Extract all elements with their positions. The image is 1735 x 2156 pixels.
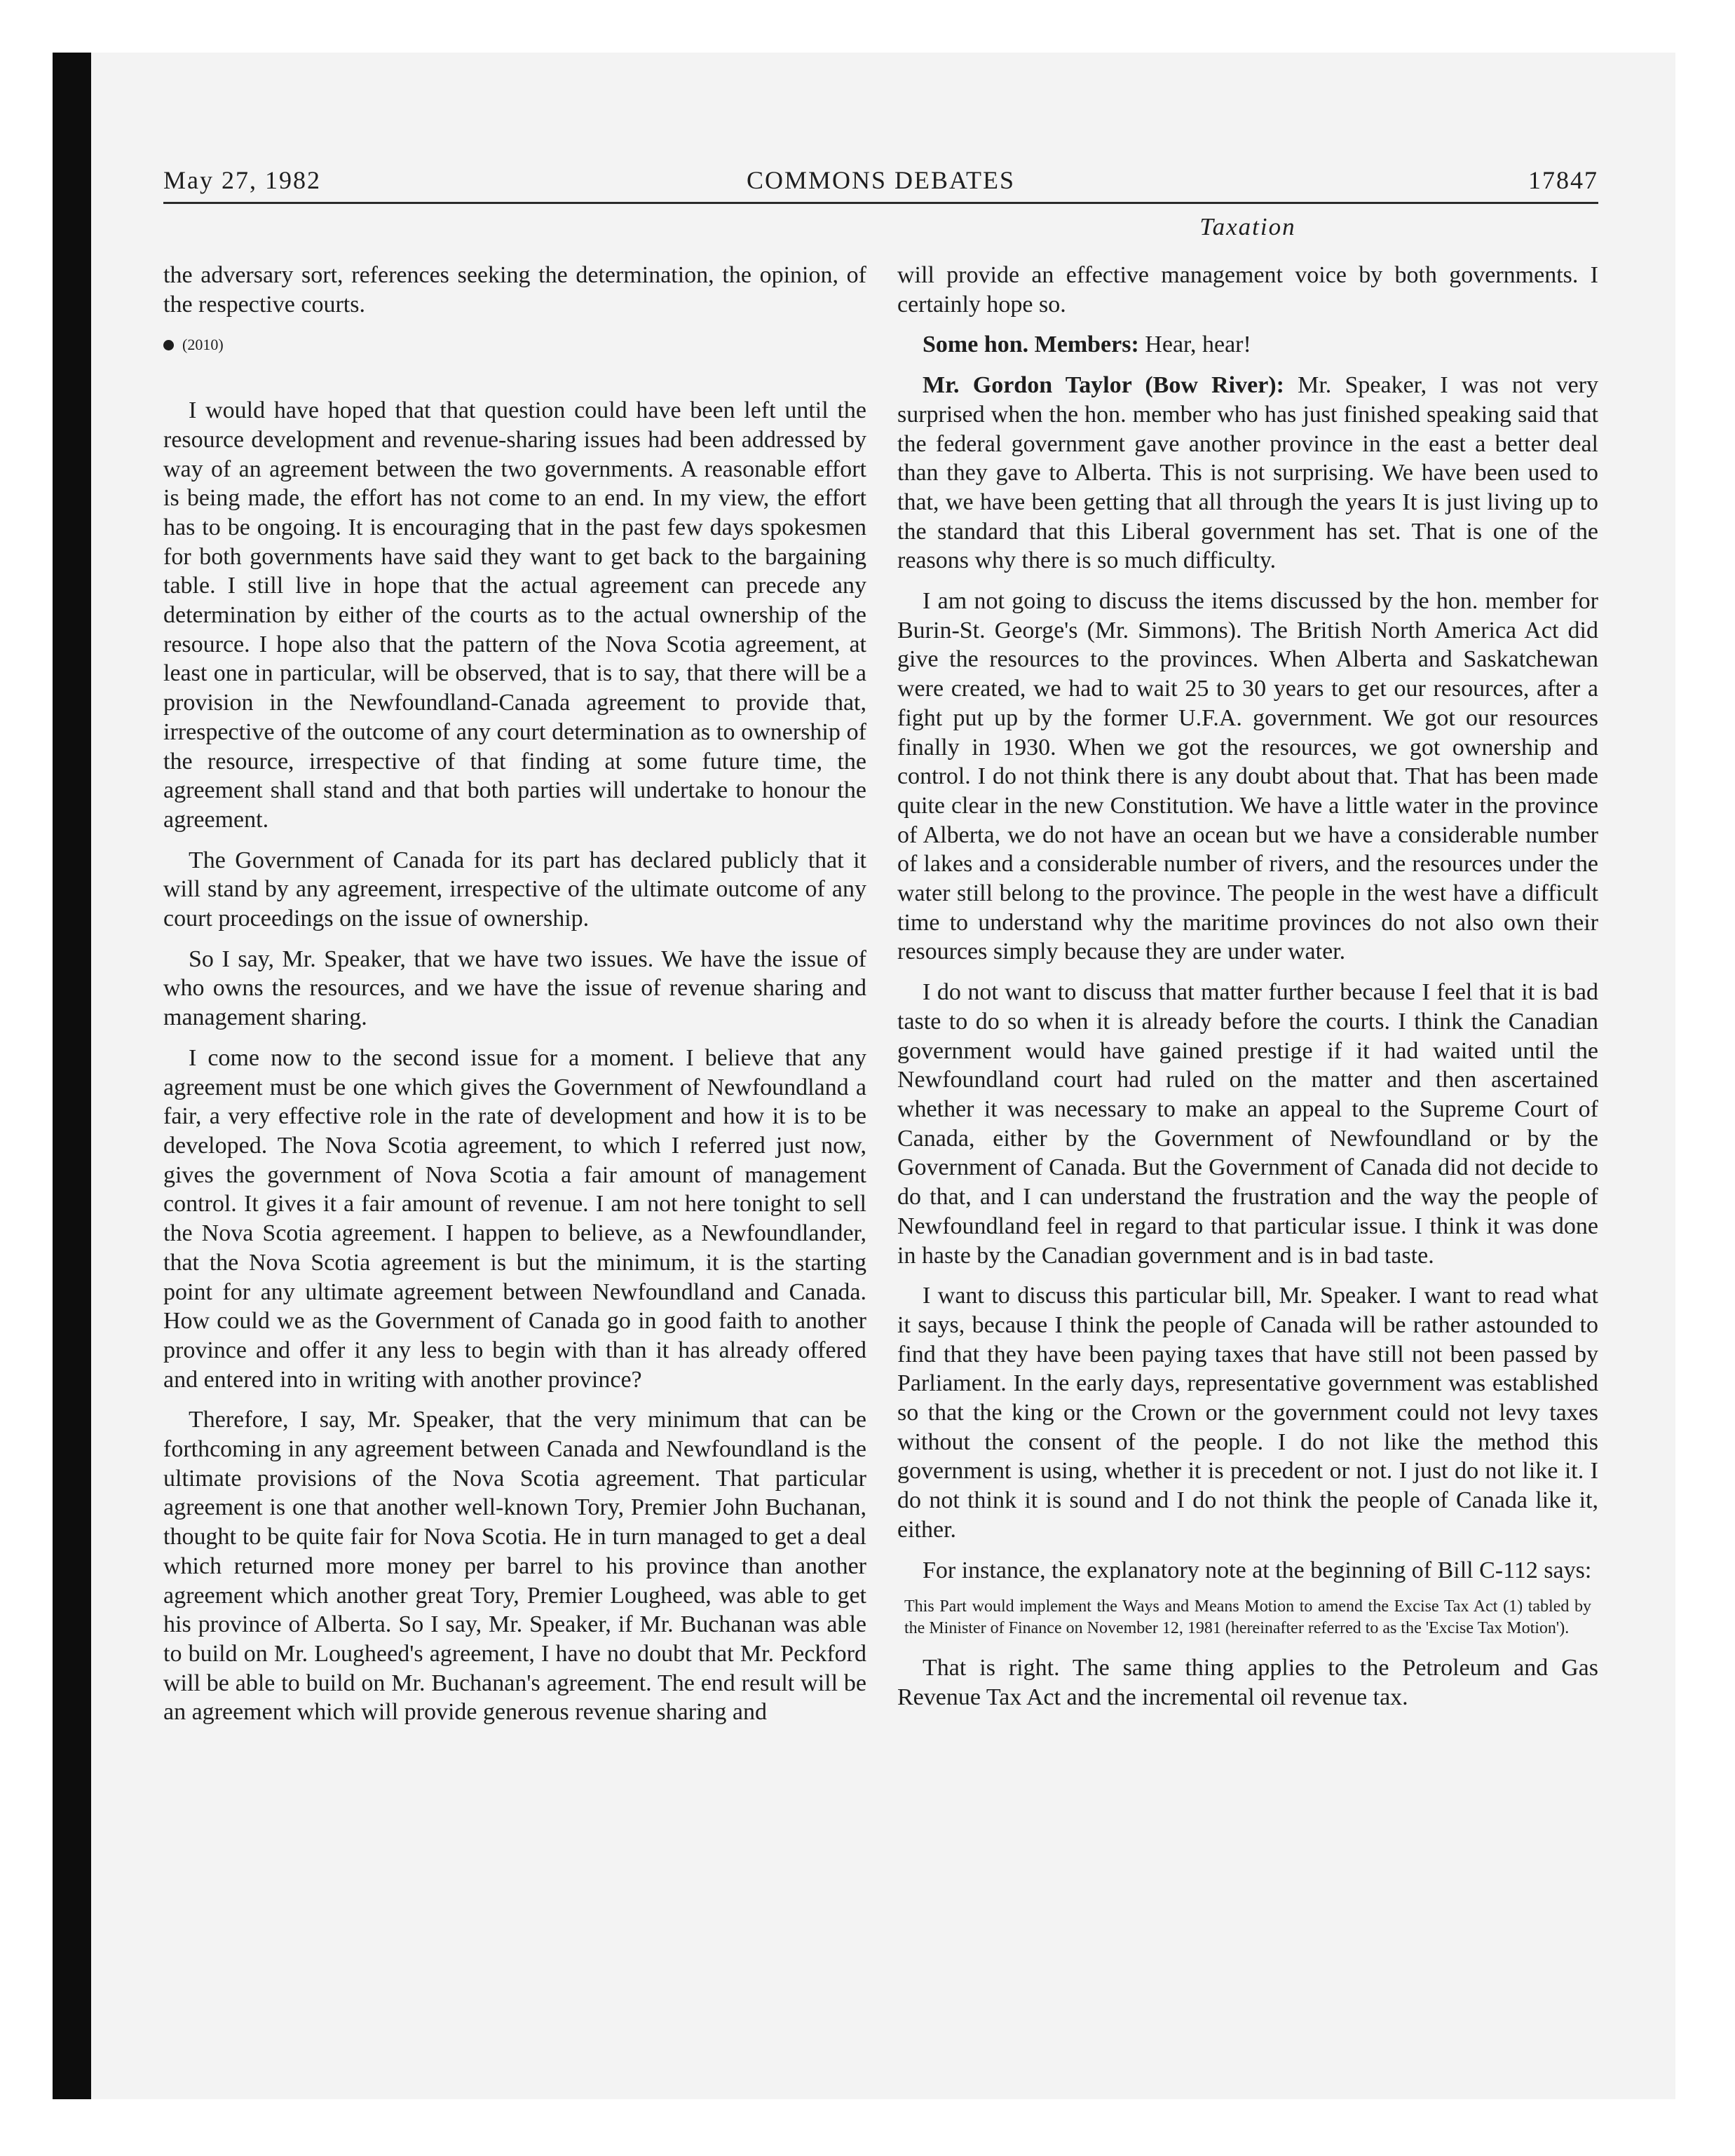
- time-marker-label: (2010): [182, 336, 224, 354]
- paragraph: the adversary sort, references seeking the determination, the opinion, of the respective courts.: [163, 262, 866, 318]
- paragraph: I come now to the second issue for a moment. I believe that any agreement must be one which gives the Government of Newfoundland a fair, a very effective role in the rate of development and how it is to be developed. The Nova Scotia agreement, to which I referred just now, gives the government of Nova Scotia a fair amount of management control. It gives it a fair amount of revenue. I am not here tonight to sell the Nova Scotia agreement. I happen to believe, as a Newfoundlander, that the Nova Scotia agreement is but the minimum, it is the starting point for any ultimate agreement between Newfoundland and Canada. How could we as the Government of Canada go in good faith to another province and offer it any less to begin with than it has already offered and entered into in writing with another province?: [163, 1044, 866, 1393]
- paragraph: For instance, the explanatory note at the beginning of Bill C-112 says:: [923, 1557, 1592, 1583]
- page-header: [163, 160, 1598, 204]
- left-column: [163, 261, 866, 1738]
- block-quote: This Part would implement the Ways and Means Motion to amend the Excise Tax Act (1) tabled by the Minister of Finance on November 12, 1981 (hereinafter referred to as the 'Excise Tax Motion').: [904, 1597, 1591, 1638]
- paragraph: Therefore, I say, Mr. Speaker, that the very minimum that can be forthcoming in any agreement between Canada and Newfoundland is the ultimate provisions of the Nova Scotia agreement. That particular agreement is one that another well-known Tory, Premier John Buchanan, thought to be quite fair for Nova Scotia. He in turn managed to get a deal which returned more money per barrel to his province than another agreement which another great Tory, Premier Lougheed, was able to get his province of Alberta. So I say, Mr. Speaker, if Mr. Buchanan was able to build on Mr. Lougheed's agreement, I have no doubt that Mr. Peckford will be able to build on Mr. Buchanan's agreement. The end result will be an agreement which will provide generous revenue sharing and: [163, 1407, 866, 1726]
- speech-paragraph: [897, 371, 1598, 575]
- header-date: May 27, 1982: [163, 166, 321, 194]
- paragraph: That is right. The same thing applies to the Petroleum and Gas Revenue Tax Act and the incremental oil revenue tax.: [897, 1655, 1598, 1710]
- interjection: [897, 330, 1598, 360]
- time-marker: [163, 330, 866, 360]
- speaker-name: Mr. Gordon Taylor (Bow River):: [923, 372, 1284, 399]
- paragraph: I would have hoped that that question could have been left until the resource development and revenue-sharing issues had been addressed by way of an agreement between the two governments. A reasonable effort is being made, the effort has not come to an end. In my view, the effort has to be ongoing. It is encouraging that in the past few days spokesmen for both governments have said they want to get back to the bargaining table. I still live in hope that the actual agreement can precede any determination by either of the courts as to the actual ownership of the resource. I hope also that the pattern of the Nova Scotia agreement, at least one in particular, will be observed, that is to say, that there will be a provision in the Newfoundland-Canada agreement to provide that, irrespective of the outcome of any court determination as to ownership of the resource, irrespective of that finding at some future time, the agreement shall stand and that both parties will undertake to honour the agreement.: [163, 397, 866, 833]
- paragraph: I am not going to discuss the items discussed by the hon. member for Burin-St. George's (Mr. Simmons). The British North America Act did give the resources to the provinces. When Alberta and Saskatchewan were created, we had to wait 25 to 30 years to get our resources, after a fight put up by the former U.F.A. government. We got our resources finally in 1930. When we got the resources, we got ownership and control. I do not think there is any doubt about that. That has been made quite clear in the new Constitution. We have a little water in the province of Alberta, we do not have an ocean but we have a considerable number of lakes and a considerable number of rivers, and the resources under the water still belong to the province. The people in the west have a difficult time to understand why the maritime provinces do not also own their resources simply because they are under water.: [897, 588, 1598, 965]
- paragraph: I want to discuss this particular bill, Mr. Speaker. I want to read what it says, because I think the people of Canada will be rather astounded to find that they have been paying taxes that have still not been passed by Parliament. In the early days, representative government was established so that the king or the Crown or the government could not levy taxes without the consent of the people. I do not like the method this government is using, whether it is precedent or not. I just do not like it. I do not think it is sound and I do not think the people of Canada like it, either.: [897, 1283, 1598, 1543]
- speech-text: Mr. Speaker, I was not very surprised when the hon. member who has just finished speaking said that the federal government gave another province in the east a better deal than they gave to Alberta. This is not surprising. We have been used to that, we have been getting that all through the years It is just living up to the standard that this Liberal government has set. That is one of the reasons why there is so much difficulty.: [897, 372, 1598, 574]
- right-column: [897, 261, 1598, 1724]
- paragraph: will provide an effective management voice by both governments. I certainly hope so.: [897, 262, 1598, 318]
- header-publication: COMMONS DEBATES: [746, 166, 1016, 194]
- scan-binding-edge: [53, 53, 91, 2099]
- paragraph: I do not want to discuss that matter further because I feel that it is bad taste to do so when it is already before the courts. I think the Canadian government would have gained prestige if it had waited until the Newfoundland court had ruled on the matter and then ascertained whether it was necessary to make an appeal to the Supreme Court of Canada, either by the Government of Newfoundland or by the Government of Canada. But the Government of Canada did not decide to do that, and I can understand the frustration and the way the people of Newfoundland feel in regard to that particular issue. I think it was done in haste by the Canadian government and is in bad taste.: [897, 979, 1598, 1269]
- speaker-name: Some hon. Members:: [923, 332, 1139, 358]
- paragraph: So I say, Mr. Speaker, that we have two issues. We have the issue of who owns the resources, and we have the issue of revenue sharing and management sharing.: [163, 946, 866, 1031]
- section-title: Taxation: [1199, 213, 1296, 240]
- bullet-icon: [163, 340, 174, 350]
- header-page-number: 17847: [1528, 166, 1598, 194]
- paragraph: The Government of Canada for its part has declared publicly that it will stand by any agreement, irrespective of the ultimate outcome of any court proceedings on the issue of ownership.: [163, 847, 866, 932]
- interjection-text: Hear, hear!: [1138, 332, 1251, 358]
